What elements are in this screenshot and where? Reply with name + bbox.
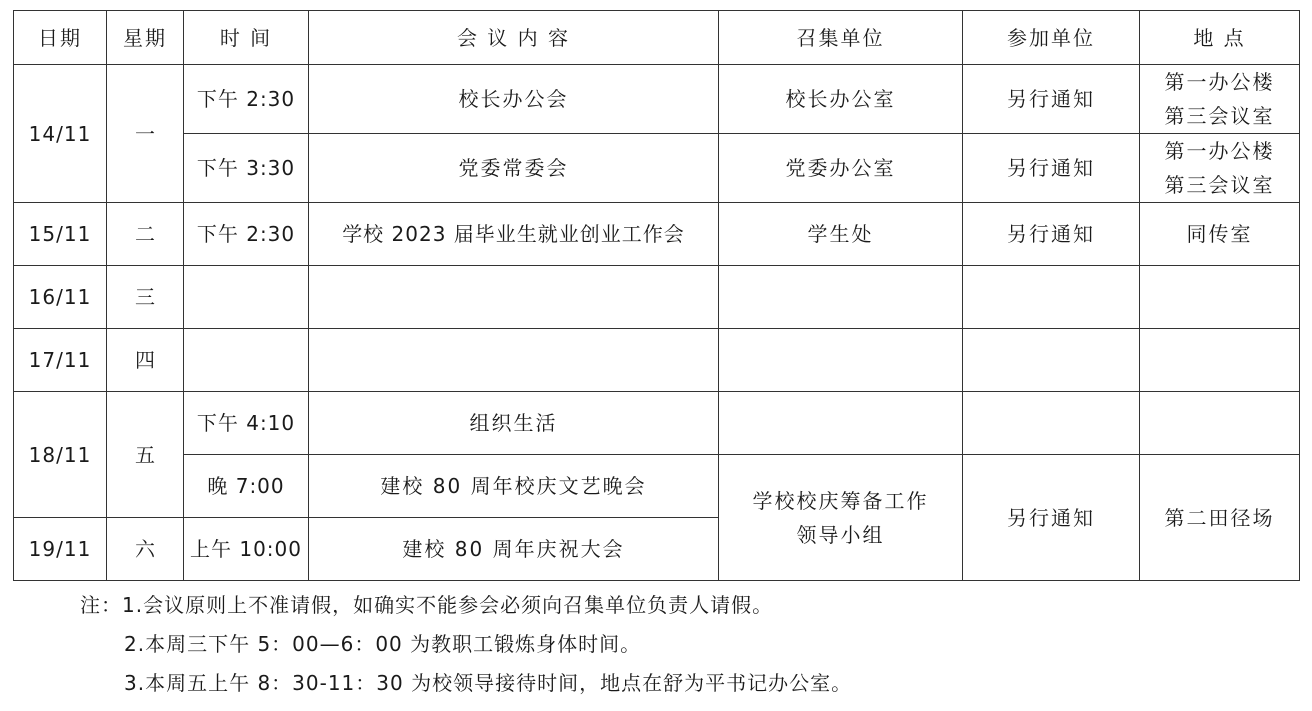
table-row (14, 266, 1300, 329)
content-cell: 建校 80 周年庆祝大会 (309, 518, 719, 581)
content-cell (309, 329, 719, 392)
content-cell (309, 266, 719, 329)
date-cell: 17/11 (14, 329, 107, 392)
date-cell: 15/11 (14, 203, 107, 266)
convener-cell: 党委办公室 (719, 134, 963, 203)
content-cell: 建校 80 周年校庆文艺晚会 (309, 455, 719, 518)
location-cell: 同传室 (1140, 203, 1300, 266)
convener-cell: 校长办公室 (719, 65, 963, 134)
header-date: 日期 (14, 11, 107, 65)
weekday-cell: 二 (107, 203, 184, 266)
location-cell (1140, 266, 1300, 329)
participants-cell: 另行通知 (963, 203, 1140, 266)
convener-cell (719, 266, 963, 329)
notes-prefix: 注： (80, 593, 122, 617)
time-cell: 下午 2:30 (184, 65, 309, 134)
note-line-1 (80, 586, 852, 625)
location-line: 第一办公楼 (1164, 139, 1275, 163)
participants-cell (963, 329, 1140, 392)
participants-cell: 另行通知 (963, 134, 1140, 203)
convener-cell (719, 392, 963, 455)
weekday-cell: 四 (107, 329, 184, 392)
note-text: 1.会议原则上不准请假，如确实不能参会必须向召集单位负责人请假。 (122, 593, 774, 617)
table-row (14, 65, 1300, 134)
convener-cell: 学生处 (719, 203, 963, 266)
location-line: 第三会议室 (1164, 173, 1275, 197)
location-cell (1140, 392, 1300, 455)
location-cell (1140, 329, 1300, 392)
participants-cell: 另行通知 (963, 65, 1140, 134)
location-line: 第一办公楼 (1164, 70, 1275, 94)
convener-cell (719, 329, 963, 392)
convener-cell-merged (719, 455, 963, 581)
content-cell: 学校 2023 届毕业生就业创业工作会 (309, 203, 719, 266)
meeting-schedule-table (13, 10, 1300, 581)
time-cell: 下午 2:30 (184, 203, 309, 266)
content-cell: 校长办公会 (309, 65, 719, 134)
header-row (14, 11, 1300, 65)
content-cell: 组织生活 (309, 392, 719, 455)
table-row (14, 329, 1300, 392)
note-line-3: 3.本周五上午 8：30-11：30 为校领导接待时间，地点在舒为平书记办公室。 (124, 671, 853, 695)
participants-cell-merged: 另行通知 (963, 455, 1140, 581)
location-cell (1140, 134, 1300, 203)
convener-line: 领导小组 (796, 522, 885, 547)
header-time: 时 间 (184, 11, 309, 65)
participants-cell (963, 266, 1140, 329)
participants-cell (963, 392, 1140, 455)
location-cell-merged: 第二田径场 (1140, 455, 1300, 581)
date-cell: 19/11 (14, 518, 107, 581)
location-cell (1140, 65, 1300, 134)
table-row (14, 455, 1300, 518)
header-weekday: 星期 (107, 11, 184, 65)
time-cell (184, 266, 309, 329)
date-cell: 14/11 (14, 65, 107, 203)
weekday-cell: 六 (107, 518, 184, 581)
time-cell (184, 329, 309, 392)
notes-section (80, 586, 852, 703)
date-cell: 16/11 (14, 266, 107, 329)
header-content: 会 议 内 容 (309, 11, 719, 65)
time-cell: 晚 7:00 (184, 455, 309, 518)
note-line-2: 2.本周三下午 5：00—6：00 为教职工锻炼身体时间。 (124, 632, 642, 656)
weekday-cell: 一 (107, 65, 184, 203)
date-cell: 18/11 (14, 392, 107, 518)
header-participants: 参加单位 (963, 11, 1140, 65)
header-location: 地 点 (1140, 11, 1300, 65)
time-cell: 上午 10:00 (184, 518, 309, 581)
location-line: 第三会议室 (1164, 104, 1275, 128)
table-row (14, 392, 1300, 455)
weekday-cell: 五 (107, 392, 184, 518)
time-cell: 下午 4:10 (184, 392, 309, 455)
time-cell: 下午 3:30 (184, 134, 309, 203)
convener-line: 学校校庆筹备工作 (752, 488, 929, 513)
table-row (14, 203, 1300, 266)
weekday-cell: 三 (107, 266, 184, 329)
table-row (14, 134, 1300, 203)
header-convener: 召集单位 (719, 11, 963, 65)
content-cell: 党委常委会 (309, 134, 719, 203)
